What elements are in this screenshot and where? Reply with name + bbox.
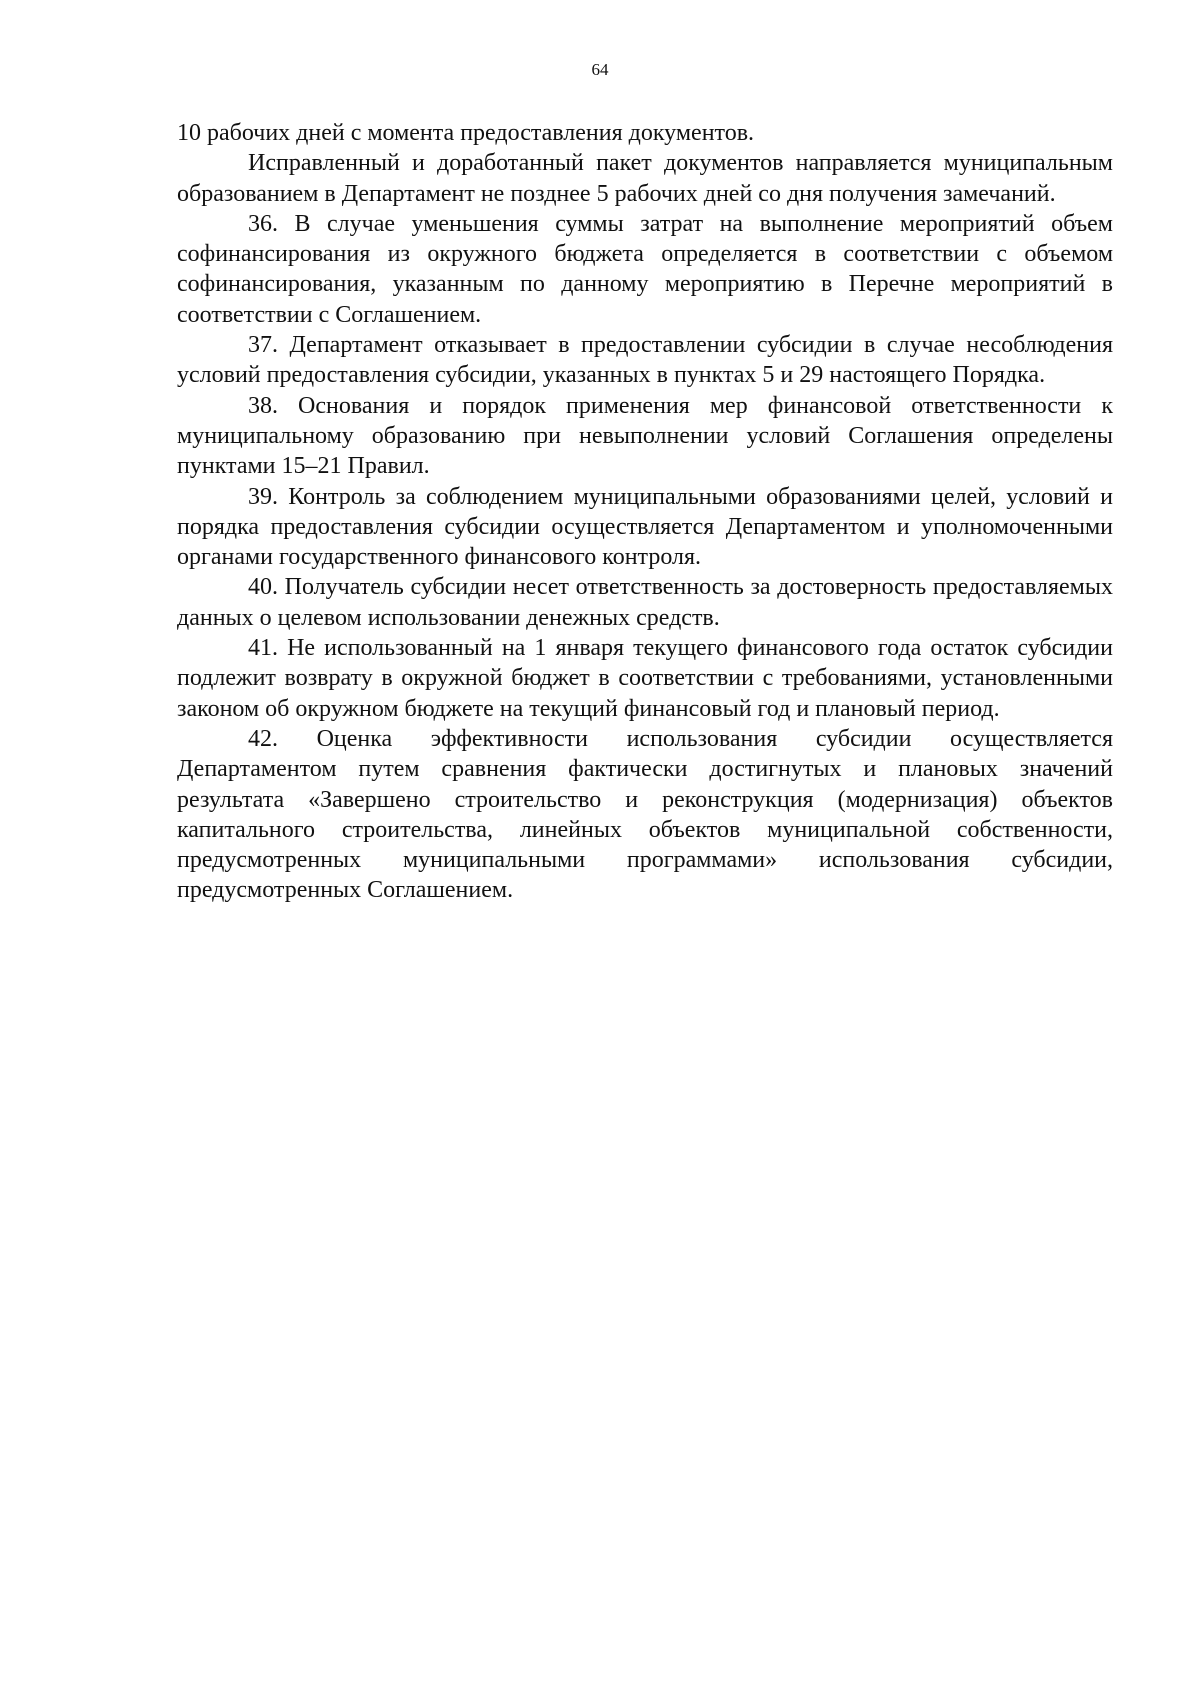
paragraph-42: 42. Оценка эффективности использования субсидии осуществляется Департаментом путем сравнения фактически достигнутых и плановых значений результата «Завершено строительство и реконструкция (модернизация) объектов капитального строительства, линейных объектов муниципальной собственности, предусмотренных муниципальными программами» использования субсидии, предусмотренных Соглашением. — [177, 725, 1113, 904]
document-body — [177, 118, 1113, 906]
paragraph-38: 38. Основания и порядок применения мер финансовой ответственности к муниципальному образованию при невыполнении условий Соглашения определены пунктами 15–21 Правил. — [177, 392, 1113, 480]
paragraph-41: 41. Не использованный на 1 января текущего финансового года остаток субсидии подлежит возврату в окружной бюджет в соответствии с требованиями, установленными законом об окружном бюджете на текущий финансовый год и плановый период. — [177, 635, 1113, 722]
paragraph-37: 37. Департамент отказывает в предоставлении субсидии в случае несоблюдения условий предоставления субсидии, указанных в пунктах 5 и 29 настоящего Порядка. — [177, 332, 1113, 389]
paragraph-revised-package: Исправленный и доработанный пакет документов направляется муниципальным образованием в Департамент не позднее 5 рабочих дней со дня получения замечаний. — [177, 150, 1113, 207]
paragraph-continuation: 10 рабочих дней с момента предоставления документов. — [177, 120, 755, 146]
paragraph-39: 39. Контроль за соблюдением муниципальными образованиями целей, условий и порядка предоставления субсидии осуществляется Департаментом и уполномоченными органами государственного финансового контроля. — [177, 483, 1113, 571]
page-number: 64 — [591, 60, 609, 79]
paragraph-36: 36. В случае уменьшения суммы затрат на выполнение мероприятий объем софинансирования из окружного бюджета определяется в соответствии с объемом софинансирования, указанным по данному мероприятию в Перечне мероприятий в соответствии с Соглашением. — [177, 210, 1113, 328]
paragraph-40: 40. Получатель субсидии несет ответственность за достоверность предоставляемых данных о целевом использовании денежных средств. — [177, 574, 1113, 631]
